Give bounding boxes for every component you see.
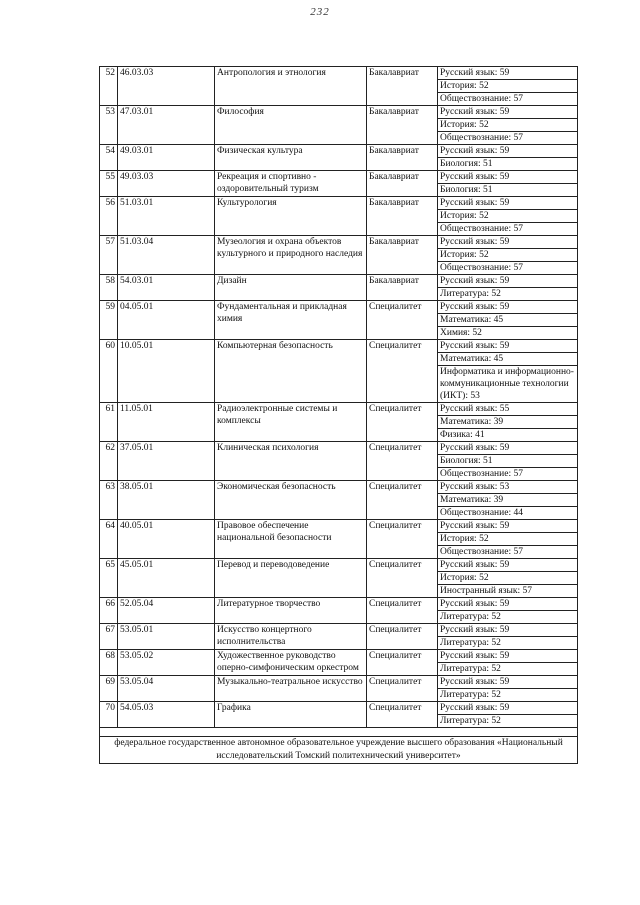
education-level: Бакалавриат xyxy=(367,145,438,171)
education-level: Бакалавриат xyxy=(367,171,438,197)
subject-min-score: Литература: 52 xyxy=(438,288,578,301)
subject-min-score: Математика: 39 xyxy=(438,416,578,429)
subject-min-score: Обществознание: 44 xyxy=(438,507,578,520)
row-number: 54 xyxy=(100,145,118,171)
table-row xyxy=(100,676,578,689)
row-number: 69 xyxy=(100,676,118,702)
direction-name: Радиоэлектронные системы и комплексы xyxy=(215,403,367,442)
subject-min-score: Русский язык: 59 xyxy=(438,236,578,249)
education-level: Бакалавриат xyxy=(367,106,438,145)
table-row xyxy=(100,598,578,611)
subject-min-score: Физика: 41 xyxy=(438,429,578,442)
table-row xyxy=(100,442,578,455)
institution-name: федеральное государственное автономное образовательное учреждение высшего образования «Национальный исследовательский Томский политехнический университет» xyxy=(100,737,578,764)
direction-name: Экономическая безопасность xyxy=(215,481,367,520)
row-number: 62 xyxy=(100,442,118,481)
direction-code: 04.05.01 xyxy=(118,301,215,340)
subject-min-score: Русский язык: 59 xyxy=(438,520,578,533)
direction-name: Музыкально-театральное искусство xyxy=(215,676,367,702)
subject-min-score: Обществознание: 57 xyxy=(438,223,578,236)
subject-min-score: История: 52 xyxy=(438,210,578,223)
table-row xyxy=(100,275,578,288)
row-number: 65 xyxy=(100,559,118,598)
subject-min-score: Биология: 51 xyxy=(438,158,578,171)
direction-name: Графика xyxy=(215,702,367,728)
table-row xyxy=(100,236,578,249)
table-row xyxy=(100,559,578,572)
table-row xyxy=(100,650,578,663)
row-number: 53 xyxy=(100,106,118,145)
subject-min-score: Русский язык: 59 xyxy=(438,145,578,158)
direction-name: Правовое обеспечение национальной безопасности xyxy=(215,520,367,559)
direction-name: Культурология xyxy=(215,197,367,236)
subject-min-score: Русский язык: 53 xyxy=(438,481,578,494)
direction-name: Литературное творчество xyxy=(215,598,367,624)
row-number: 58 xyxy=(100,275,118,301)
education-level: Специалитет xyxy=(367,598,438,624)
subject-min-score: Русский язык: 59 xyxy=(438,171,578,184)
direction-code: 52.05.04 xyxy=(118,598,215,624)
subject-min-score: Русский язык: 59 xyxy=(438,442,578,455)
subject-min-score: Литература: 52 xyxy=(438,637,578,650)
subject-min-score: Математика: 45 xyxy=(438,314,578,327)
education-level: Специалитет xyxy=(367,301,438,340)
direction-code: 53.05.04 xyxy=(118,676,215,702)
subject-min-score: Биология: 51 xyxy=(438,455,578,468)
subject-min-score: Русский язык: 59 xyxy=(438,340,578,353)
row-number: 59 xyxy=(100,301,118,340)
subject-min-score: Русский язык: 55 xyxy=(438,403,578,416)
education-level: Специалитет xyxy=(367,702,438,728)
subject-min-score: Русский язык: 59 xyxy=(438,624,578,637)
education-level: Специалитет xyxy=(367,520,438,559)
direction-code: 54.03.01 xyxy=(118,275,215,301)
subject-min-score: Литература: 52 xyxy=(438,715,578,728)
subject-min-score: Математика: 39 xyxy=(438,494,578,507)
direction-name: Искусство концертного исполнительства xyxy=(215,624,367,650)
table-row xyxy=(100,481,578,494)
education-level: Бакалавриат xyxy=(367,197,438,236)
admission-scores-table xyxy=(99,66,578,764)
subject-min-score: Химия: 52 xyxy=(438,327,578,340)
direction-name: Перевод и переводоведение xyxy=(215,559,367,598)
page-number: 232 xyxy=(310,6,330,18)
subject-min-score: Обществознание: 57 xyxy=(438,262,578,275)
education-level: Бакалавриат xyxy=(367,67,438,106)
subject-min-score: Русский язык: 59 xyxy=(438,702,578,715)
education-level: Специалитет xyxy=(367,676,438,702)
subject-min-score: Обществознание: 57 xyxy=(438,93,578,106)
direction-code: 47.03.01 xyxy=(118,106,215,145)
direction-code: 45.05.01 xyxy=(118,559,215,598)
subject-min-score: Русский язык: 59 xyxy=(438,598,578,611)
direction-code: 40.05.01 xyxy=(118,520,215,559)
subject-min-score: Информатика и информационно-коммуникационные технологии (ИКТ): 53 xyxy=(438,366,578,403)
subject-min-score: История: 52 xyxy=(438,572,578,585)
table-row xyxy=(100,520,578,533)
subject-min-score: Русский язык: 59 xyxy=(438,301,578,314)
subject-min-score: История: 52 xyxy=(438,80,578,93)
subject-min-score: История: 52 xyxy=(438,119,578,132)
row-number: 68 xyxy=(100,650,118,676)
table-row xyxy=(100,340,578,353)
subject-min-score: Иностранный язык: 57 xyxy=(438,585,578,598)
direction-code: 54.05.03 xyxy=(118,702,215,728)
education-level: Специалитет xyxy=(367,650,438,676)
direction-name: Рекреация и спортивно - оздоровительный туризм xyxy=(215,171,367,197)
subject-min-score: Биология: 51 xyxy=(438,184,578,197)
row-number: 70 xyxy=(100,702,118,728)
direction-name: Фундаментальная и прикладная химия xyxy=(215,301,367,340)
table-row xyxy=(100,171,578,184)
education-level: Специалитет xyxy=(367,403,438,442)
table-row xyxy=(100,197,578,210)
direction-code: 53.05.01 xyxy=(118,624,215,650)
row-number: 67 xyxy=(100,624,118,650)
direction-name: Художественное руководство оперно-симфоническим оркестром xyxy=(215,650,367,676)
direction-code: 46.03.03 xyxy=(118,67,215,106)
direction-name: Клиническая психология xyxy=(215,442,367,481)
education-level: Специалитет xyxy=(367,481,438,520)
subject-min-score: Русский язык: 59 xyxy=(438,275,578,288)
education-level: Специалитет xyxy=(367,340,438,403)
direction-code: 49.03.03 xyxy=(118,171,215,197)
direction-code: 49.03.01 xyxy=(118,145,215,171)
subject-min-score: Русский язык: 59 xyxy=(438,197,578,210)
table-row xyxy=(100,624,578,637)
education-level: Специалитет xyxy=(367,624,438,650)
subject-min-score: Литература: 52 xyxy=(438,689,578,702)
row-number: 52 xyxy=(100,67,118,106)
table-row xyxy=(100,67,578,80)
row-number: 57 xyxy=(100,236,118,275)
education-level: Бакалавриат xyxy=(367,236,438,275)
table-row xyxy=(100,403,578,416)
row-number: 56 xyxy=(100,197,118,236)
subject-min-score: Русский язык: 59 xyxy=(438,650,578,663)
direction-code: 37.05.01 xyxy=(118,442,215,481)
subject-min-score: Математика: 45 xyxy=(438,353,578,366)
direction-code: 11.05.01 xyxy=(118,403,215,442)
direction-name: Физическая культура xyxy=(215,145,367,171)
spacer-cell xyxy=(100,728,578,737)
direction-name: Компьютерная безопасность xyxy=(215,340,367,403)
education-level: Бакалавриат xyxy=(367,275,438,301)
direction-code: 38.05.01 xyxy=(118,481,215,520)
education-level: Специалитет xyxy=(367,442,438,481)
row-number: 61 xyxy=(100,403,118,442)
subject-min-score: Обществознание: 57 xyxy=(438,132,578,145)
subject-min-score: Русский язык: 59 xyxy=(438,67,578,80)
subject-min-score: Обществознание: 57 xyxy=(438,546,578,559)
subject-min-score: Русский язык: 59 xyxy=(438,559,578,572)
subject-min-score: Литература: 52 xyxy=(438,611,578,624)
direction-code: 53.05.02 xyxy=(118,650,215,676)
row-number: 64 xyxy=(100,520,118,559)
direction-code: 10.05.01 xyxy=(118,340,215,403)
direction-code: 51.03.01 xyxy=(118,197,215,236)
subject-min-score: История: 52 xyxy=(438,249,578,262)
subject-min-score: Русский язык: 59 xyxy=(438,106,578,119)
direction-name: Дизайн xyxy=(215,275,367,301)
table-row xyxy=(100,301,578,314)
direction-name: Философия xyxy=(215,106,367,145)
education-level: Специалитет xyxy=(367,559,438,598)
subject-min-score: Литература: 52 xyxy=(438,663,578,676)
direction-code: 51.03.04 xyxy=(118,236,215,275)
row-number: 55 xyxy=(100,171,118,197)
subject-min-score: Обществознание: 57 xyxy=(438,468,578,481)
table-row xyxy=(100,702,578,715)
spacer-row xyxy=(100,728,578,737)
row-number: 66 xyxy=(100,598,118,624)
subject-min-score: История: 52 xyxy=(438,533,578,546)
institution-row xyxy=(100,737,578,764)
direction-name: Музеология и охрана объектов культурного и природного наследия xyxy=(215,236,367,275)
table-row xyxy=(100,106,578,119)
subject-min-score: Русский язык: 59 xyxy=(438,676,578,689)
row-number: 63 xyxy=(100,481,118,520)
table-row xyxy=(100,145,578,158)
row-number: 60 xyxy=(100,340,118,403)
direction-name: Антропология и этнология xyxy=(215,67,367,106)
